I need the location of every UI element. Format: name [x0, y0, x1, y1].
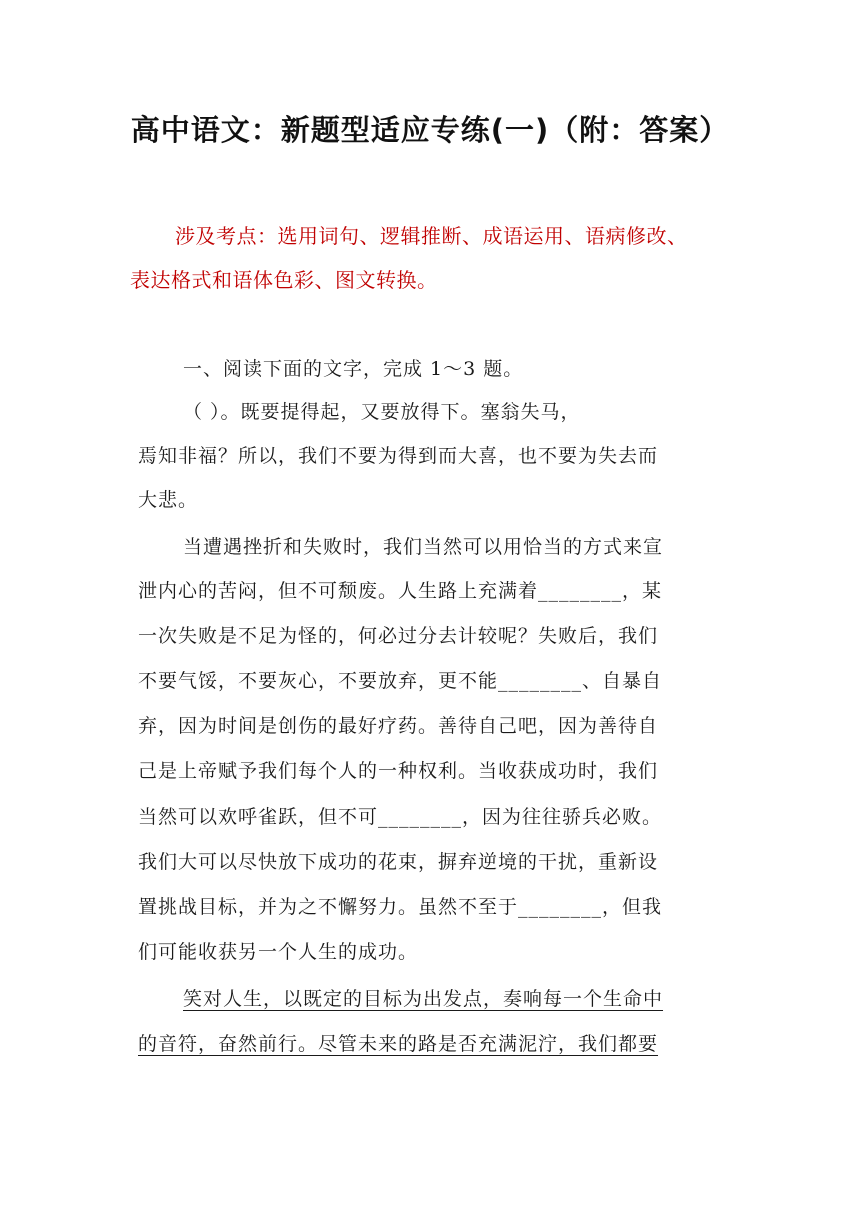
topics-line-1: 涉及考点：选用词句、逻辑推断、成语运用、语病修改、	[175, 224, 688, 248]
para3-line-1: 笑对人生，以既定的目标为出发点，奏响每一个生命中	[183, 988, 664, 1010]
document-title: 高中语文：新题型适应专练(一)（附：答案）	[130, 113, 730, 147]
para2-line-2: 泄内心的苦闷，但不可颓废。人生路上充满着________，某	[138, 580, 663, 602]
para2-line-6: 己是上帝赋予我们每个人的一种权利。当收获成功时，我们	[138, 760, 659, 782]
section-heading: 一、阅读下面的文字，完成 1～3 题。	[183, 358, 524, 380]
topics-line-2: 表达格式和语体色彩、图文转换。	[130, 268, 438, 292]
para2-line-8: 我们大可以尽快放下成功的花束，摒弃逆境的干扰，重新设	[138, 851, 659, 873]
para2-line-10: 们可能收获另一个人生的成功。	[138, 941, 419, 963]
para1-line-2: 焉知非福？所以，我们不要为得到而大喜，也不要为失去而	[138, 445, 659, 467]
para2-line-5: 弃，因为时间是创伤的最好疗药。善待自己吧，因为善待自	[138, 715, 659, 737]
para1-line-1: （ ）。既要提得起，又要放得下。塞翁失马，	[183, 401, 581, 423]
para3-line-2: 的音符，奋然前行。尽管未来的路是否充满泥泞，我们都要	[138, 1033, 659, 1055]
exam-topics	[130, 214, 730, 302]
para2-line-1: 当遭遇挫折和失败时，我们当然可以用恰当的方式来宣	[183, 536, 664, 558]
para2-line-3: 一次失败是不足为怪的，何必过分去计较呢？失败后，我们	[138, 625, 659, 647]
para1-line-3: 大悲。	[138, 489, 199, 511]
para2-line-7: 当然可以欢呼雀跃，但不可________，因为往往骄兵必败。	[138, 806, 663, 828]
para2-line-4: 不要气馁，不要灰心，不要放弃，更不能________、自暴自	[138, 670, 663, 692]
para2-line-9: 置挑战目标，并为之不懈努力。虽然不至于________，但我	[138, 896, 663, 918]
